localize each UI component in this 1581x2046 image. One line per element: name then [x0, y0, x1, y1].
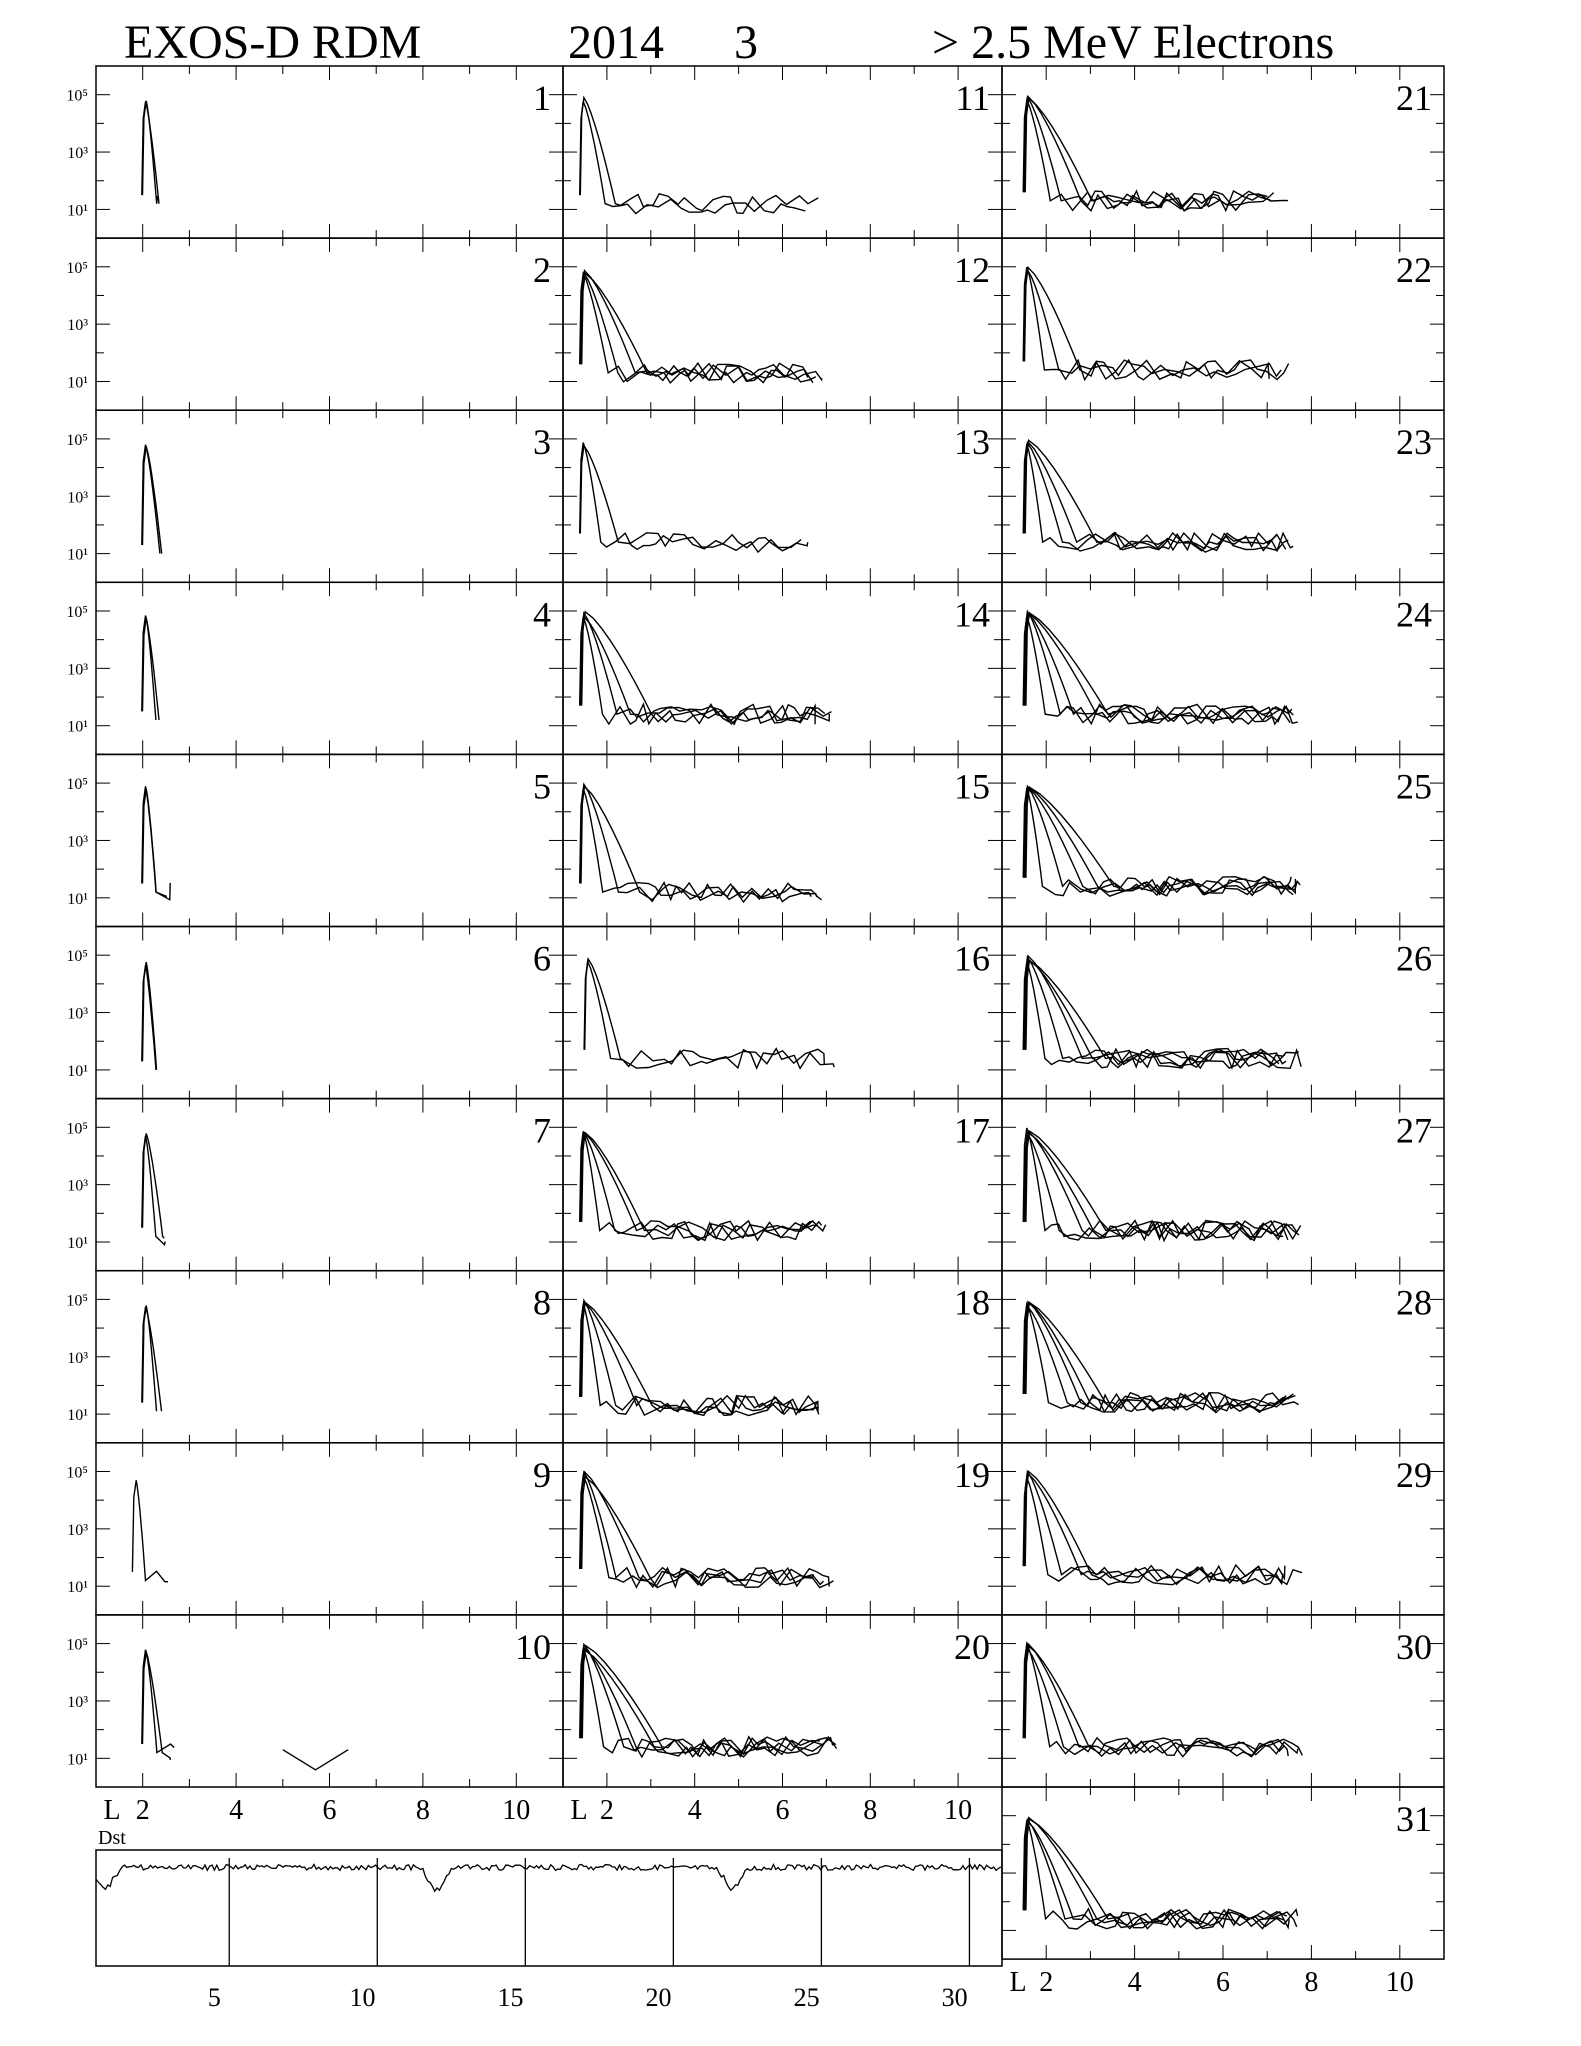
flux-series-line [580, 1133, 821, 1241]
l-tick-label: 10 [944, 1795, 973, 1826]
day-panel-22 [1002, 238, 1444, 410]
l-tick-label: 2 [599, 1795, 614, 1826]
panel-frame [1002, 754, 1444, 926]
day-panel-29 [1002, 1443, 1444, 1615]
panel-frame [1002, 1615, 1444, 1787]
flux-series-line [1023, 788, 1295, 896]
day-label: 17 [954, 1110, 990, 1151]
y-tick-label: 10¹ [67, 1407, 88, 1425]
day-panel-18 [563, 1271, 1002, 1443]
day-panel-30 [1002, 1615, 1444, 1787]
day-panel-4 [66, 582, 563, 754]
l-tick-label: 6 [322, 1795, 337, 1826]
flux-series-line [582, 612, 830, 722]
day-panel-16 [563, 927, 1002, 1099]
day-panel-15 [563, 754, 1002, 926]
l-tick-label: 8 [1304, 1967, 1319, 1999]
day-label: 3 [533, 422, 551, 463]
day-label: 1 [533, 78, 551, 118]
flux-series-line [584, 962, 834, 1069]
flux-series-line [1025, 1474, 1285, 1585]
flux-series-line [1026, 787, 1297, 895]
y-tick-label: 10³ [67, 1693, 88, 1711]
l-axis-name: L [1009, 1967, 1027, 1999]
day-label: 25 [1396, 766, 1432, 807]
flux-series-line [1025, 442, 1286, 550]
panel-frame [96, 1443, 563, 1615]
title-particle: > 2.5 MeV Electrons [932, 16, 1335, 69]
y-tick-label: 10¹ [67, 1751, 88, 1769]
day-label: 2 [533, 250, 551, 291]
day-panel-11 [563, 66, 1002, 238]
y-tick-label: 10³ [67, 1349, 88, 1367]
y-tick-label: 10¹ [67, 1579, 88, 1597]
day-label: 12 [954, 250, 990, 291]
panel-frame [96, 927, 563, 1099]
daily-panels [66, 66, 1444, 1959]
panel-frame [1002, 1271, 1444, 1443]
day-panel-20 [563, 1615, 1002, 1787]
y-tick-label: 10³ [67, 1005, 88, 1023]
flux-series-line [1023, 617, 1281, 724]
flux-series-line [1025, 98, 1288, 210]
y-tick-label: 10⁵ [66, 948, 88, 966]
y-tick-label: 10¹ [67, 374, 88, 392]
dst-tick-label: 25 [793, 1983, 820, 2012]
flux-series-line [580, 789, 817, 900]
day-panel-28 [1002, 1271, 1444, 1443]
flux-series-line [1024, 1649, 1298, 1757]
title-year: 2014 [568, 16, 664, 69]
flux-series-line [1023, 1304, 1295, 1412]
flux-series-line [1025, 1302, 1299, 1411]
flux-series-line [1024, 1820, 1284, 1929]
day-panel-13 [563, 410, 1002, 582]
flux-series-line [1026, 1303, 1289, 1410]
panel-frame [96, 754, 563, 926]
day-label: 10 [515, 1626, 551, 1667]
y-tick-label: 10³ [67, 317, 88, 335]
flux-series-line [1023, 100, 1273, 211]
flux-series-line [581, 1133, 826, 1239]
flux-series-line [143, 789, 167, 897]
y-tick-label: 10¹ [67, 718, 88, 736]
panel-frame [96, 1271, 563, 1443]
flux-series-line [1024, 443, 1293, 552]
day-label: 26 [1396, 938, 1432, 979]
day-label: 20 [954, 1626, 990, 1667]
day-label: 13 [954, 422, 990, 463]
day-label: 21 [1396, 78, 1432, 118]
day-label: 16 [954, 938, 990, 979]
day-panel-1 [66, 66, 563, 238]
flux-series-line [1023, 444, 1288, 551]
panel-frame [563, 238, 1002, 410]
flux-series-line [143, 1134, 165, 1239]
day-label: 4 [533, 594, 551, 635]
y-tick-label: 10⁵ [66, 431, 88, 449]
day-label: 7 [533, 1110, 551, 1151]
day-panel-17 [563, 1099, 1002, 1271]
l-tick-label: 8 [415, 1795, 430, 1826]
flux-series-line [1024, 97, 1268, 210]
l-axes [103, 1795, 1413, 1998]
y-tick-label: 10³ [67, 833, 88, 851]
day-panel-7 [66, 1099, 563, 1271]
panel-frame [1002, 238, 1444, 410]
l-tick-label: 2 [1039, 1967, 1054, 1999]
flux-series-line [580, 1304, 819, 1415]
panel-frame [563, 66, 1002, 238]
dst-tick-label: 10 [349, 1983, 376, 2012]
flux-series-line [1024, 1306, 1294, 1412]
day-label: 29 [1396, 1454, 1432, 1495]
day-label: 15 [954, 766, 990, 807]
day-label: 27 [1396, 1110, 1432, 1151]
l-tick-label: 4 [1127, 1967, 1142, 1999]
title-month: 3 [734, 16, 758, 69]
panel-frame [96, 582, 563, 754]
day-panel-25 [1002, 754, 1444, 926]
day-label: 19 [954, 1454, 990, 1495]
panel-frame [563, 1099, 1002, 1271]
y-tick-label: 10³ [67, 145, 88, 163]
l-tick-label: 10 [1385, 1967, 1414, 1999]
day-label: 5 [533, 766, 551, 807]
l-tick-label: 8 [863, 1795, 878, 1826]
l-tick-label: 4 [229, 1795, 244, 1826]
dst-tick-label: 5 [207, 1983, 221, 2012]
y-tick-label: 10⁵ [66, 1292, 88, 1310]
flux-series-line [581, 618, 825, 725]
flux-series-line [143, 1652, 175, 1753]
flux-series-line [581, 1303, 819, 1416]
panel-frame [1002, 66, 1444, 238]
l-axis-name: L [570, 1795, 588, 1826]
flux-series-line [1025, 440, 1277, 550]
dst-tick-label: 20 [645, 1983, 672, 2012]
panel-frame [1002, 582, 1444, 754]
y-tick-label: 10⁵ [66, 87, 88, 105]
day-panel-2 [66, 238, 563, 410]
day-label: 18 [954, 1282, 990, 1323]
panel-frame [563, 1443, 1002, 1615]
day-panel-26 [1002, 927, 1444, 1099]
day-panel-27 [1002, 1099, 1444, 1271]
flux-series-line [580, 443, 808, 551]
day-label: 30 [1396, 1626, 1432, 1667]
day-panel-10 [66, 1615, 563, 1787]
panel-frame [563, 1271, 1002, 1443]
flux-series-line [1025, 1302, 1286, 1412]
l-axis-name: L [103, 1795, 121, 1826]
flux-series-line [582, 1133, 814, 1241]
day-label: 14 [954, 594, 990, 635]
flux-series-line [1024, 786, 1293, 895]
y-tick-label: 10⁵ [66, 259, 88, 277]
dst-tick-label: 15 [497, 1983, 524, 2012]
y-tick-label: 10¹ [67, 546, 88, 564]
day-label: 28 [1396, 1282, 1432, 1323]
y-tick-label: 10⁵ [66, 1464, 88, 1482]
flux-series-line [1025, 788, 1301, 895]
day-panel-21 [1002, 66, 1444, 238]
flux-series-line [585, 959, 825, 1068]
flux-series-line [143, 101, 158, 204]
day-label: 8 [533, 1282, 551, 1323]
flux-series-line [1024, 1472, 1283, 1584]
y-tick-label: 10¹ [67, 890, 88, 908]
dst-trace [96, 1864, 1001, 1891]
day-panel-12 [563, 238, 1002, 410]
flux-series-line [580, 446, 801, 552]
flux-series-line [1026, 1819, 1287, 1928]
day-label: 11 [955, 78, 990, 118]
dst-tick-label: 30 [941, 1983, 968, 2012]
y-tick-label: 10¹ [67, 1235, 88, 1253]
panel-frame [563, 582, 1002, 754]
day-panel-6 [66, 927, 563, 1099]
y-tick-label: 10⁵ [66, 603, 88, 621]
flux-series-line [132, 1480, 168, 1582]
l-tick-label: 2 [135, 1795, 150, 1826]
day-panel-3 [66, 410, 563, 582]
flux-series-line [1025, 268, 1289, 380]
flux-series-line [1025, 614, 1292, 724]
dst-panel [96, 1827, 1002, 2012]
day-panel-31 [1002, 1787, 1444, 1959]
y-tick-label: 10¹ [67, 202, 88, 220]
day-label: 9 [533, 1454, 551, 1495]
flux-series-line [580, 1132, 817, 1241]
panel-frame [96, 238, 563, 410]
title-instrument: EXOS-D RDM [124, 16, 422, 69]
day-panel-23 [1002, 410, 1444, 582]
day-panel-5 [66, 754, 563, 926]
l-tick-label: 10 [502, 1795, 531, 1826]
day-label: 24 [1396, 594, 1432, 635]
panel-frame [1002, 410, 1444, 582]
day-label: 22 [1396, 250, 1432, 291]
y-tick-label: 10³ [67, 1521, 88, 1539]
y-tick-label: 10³ [67, 661, 88, 679]
flux-series-line [283, 1750, 348, 1770]
flux-series-line [581, 1472, 814, 1587]
flux-series-line [1025, 787, 1291, 896]
day-panel-24 [1002, 582, 1444, 754]
y-tick-label: 10⁵ [66, 1120, 88, 1138]
day-panel-19 [563, 1443, 1002, 1615]
y-tick-label: 10⁵ [66, 1636, 88, 1654]
flux-series-line [1025, 1818, 1297, 1929]
day-label: 6 [533, 938, 551, 979]
y-tick-label: 10³ [67, 489, 88, 507]
panel-frame [563, 1615, 1002, 1787]
day-panel-9 [66, 1443, 563, 1615]
flux-series-line [580, 784, 811, 901]
day-label: 23 [1396, 422, 1432, 463]
flux-series-line [1024, 612, 1298, 725]
flux-series-line [580, 1301, 817, 1416]
y-tick-label: 10¹ [67, 1062, 88, 1080]
panel-frame [563, 927, 1002, 1099]
figure-title [124, 16, 1334, 69]
day-panel-8 [66, 1271, 563, 1443]
l-tick-label: 4 [687, 1795, 702, 1826]
day-panel-14 [563, 582, 1002, 754]
dst-label: Dst [98, 1827, 126, 1849]
y-tick-label: 10⁵ [66, 776, 88, 794]
panel-frame [96, 410, 563, 582]
panel-frame [96, 66, 563, 238]
flux-series-line [580, 98, 818, 214]
l-tick-label: 6 [1216, 1967, 1230, 1999]
y-tick-label: 10³ [67, 1177, 88, 1195]
panel-frame [1002, 1787, 1444, 1959]
panel-frame [563, 410, 1002, 582]
day-label: 31 [1396, 1799, 1432, 1839]
panel-frame [96, 1099, 563, 1271]
l-tick-label: 6 [775, 1795, 790, 1826]
flux-series-line [1025, 1822, 1297, 1929]
flux-series-line [1024, 1134, 1297, 1240]
